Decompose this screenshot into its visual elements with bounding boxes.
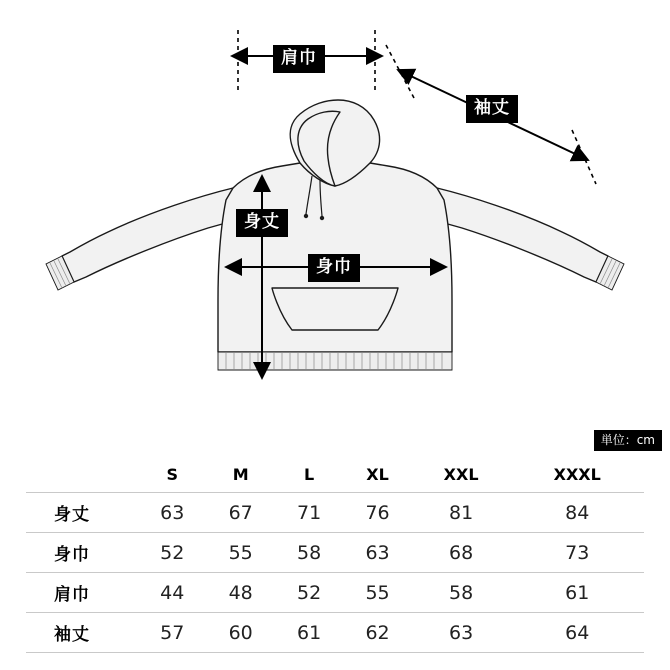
- cell-body-width-xxxl: 73: [565, 541, 590, 564]
- row-header-body-width: 身巾: [54, 545, 90, 565]
- cell-shoulder-width-xl: 55: [365, 581, 390, 604]
- column-header-m: M: [232, 464, 249, 484]
- cell-body-width-s: 52: [160, 541, 185, 564]
- cell-body-length-m: 67: [228, 501, 253, 524]
- cell-sleeve-length-s: 57: [160, 621, 185, 644]
- cell-shoulder-width-xxl: 58: [448, 581, 474, 604]
- cell-sleeve-length-l: 61: [297, 621, 322, 644]
- cell-body-length-xxxl: 84: [565, 501, 590, 524]
- row-header-shoulder-width: 肩巾: [54, 585, 90, 605]
- table-row: [26, 533, 644, 573]
- table-row: [26, 493, 644, 533]
- cell-body-width-xxl: 68: [448, 541, 474, 564]
- cell-body-width-m: 55: [228, 541, 253, 564]
- cell-shoulder-width-m: 48: [228, 581, 253, 604]
- cell-shoulder-width-xxxl: 61: [565, 581, 590, 604]
- column-header-blank: [26, 456, 138, 493]
- label-shoulder-width: 肩巾: [273, 45, 325, 73]
- cell-shoulder-width-l: 52: [297, 581, 322, 604]
- table-row: [26, 573, 644, 613]
- cell-body-width-xl: 63: [365, 541, 390, 564]
- drawstring-tip-right: [320, 216, 324, 220]
- size-table-head: [26, 456, 644, 493]
- cell-body-length-s: 63: [160, 501, 185, 524]
- cell-sleeve-length-xxl: 63: [448, 621, 474, 644]
- drawstring-tip-left: [304, 214, 308, 218]
- cell-body-length-l: 71: [297, 501, 322, 524]
- column-header-s: S: [166, 464, 178, 484]
- unit-badge: 単位：cm: [594, 430, 662, 451]
- row-header-sleeve-length: 袖丈: [54, 625, 90, 645]
- cell-body-width-l: 58: [297, 541, 322, 564]
- row-header-body-length: 身丈: [54, 505, 90, 525]
- column-header-xxl: XXL: [443, 464, 479, 484]
- size-table-body: [26, 493, 644, 653]
- table-header-row: [26, 456, 644, 493]
- label-body-length: 身丈: [236, 209, 288, 237]
- label-sleeve-length: 袖丈: [466, 95, 518, 123]
- cell-body-length-xxl: 81: [448, 501, 474, 524]
- column-header-xxxl: XXXL: [553, 464, 601, 484]
- size-table: [26, 456, 644, 653]
- cell-sleeve-length-m: 60: [228, 621, 253, 644]
- label-body-width: 身巾: [308, 254, 360, 282]
- cell-shoulder-width-s: 44: [160, 581, 185, 604]
- column-header-l: L: [303, 464, 315, 484]
- cell-sleeve-length-xxxl: 64: [565, 621, 590, 644]
- cell-sleeve-length-xl: 62: [365, 621, 390, 644]
- table-row: [26, 613, 644, 653]
- column-header-xl: XL: [366, 464, 389, 484]
- cell-body-length-xl: 76: [365, 501, 390, 524]
